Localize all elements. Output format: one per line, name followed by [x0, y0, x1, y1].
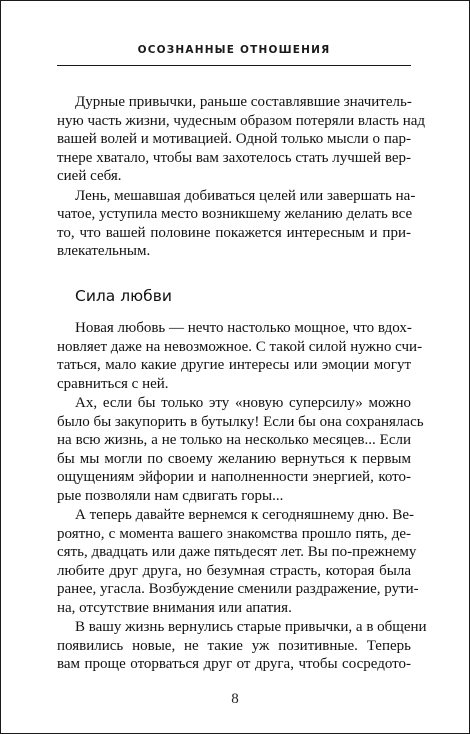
text-line: роятно, с момента вашего знакомства прошло пять, де-	[57, 525, 411, 542]
text-line: бы мы могли по своему желанию вернуться к первым	[57, 450, 411, 467]
text-line: появились новые, не такие уж позитивные. Теперь	[57, 637, 411, 654]
text-line: А теперь давайте вернемся к сегодняшнему дню. Ве-	[75, 507, 414, 523]
text-line: ранее, угасла. Возбуждение сменили раздражение, рути-	[57, 581, 419, 597]
text-line: Дурные привычки, раньше составлявшие значитель-	[75, 94, 412, 110]
paragraph	[57, 506, 419, 617]
running-head: ОСОЗНАННЫЕ ОТНОШЕНИЯ	[137, 44, 331, 56]
text-line: тнере хватало, чтобы вам захотелось стать лучшей вер-	[57, 149, 411, 166]
paragraph	[57, 394, 424, 505]
text-line: Лень, мешавшая добиваться целей или завершать на-	[75, 187, 416, 204]
text-line: Новая любовь — нечто настолько мощное, что вдох-	[75, 320, 412, 336]
text-line: сять, двадцать или даже пятьдесят лет. Вы по-прежнему	[57, 544, 417, 560]
text-line: сией себя.	[57, 168, 122, 184]
text-line: на, отсутствие внимания или апатия.	[57, 599, 292, 616]
section-heading: Сила любви	[75, 287, 172, 305]
paragraph	[57, 187, 416, 261]
text-line: на всю жизнь, а не только на несколько месяцев... Если	[57, 432, 411, 448]
text-line: вам проще оторваться друг от друга, чтобы сосредото-	[57, 656, 411, 672]
text-line: чатое, уступила место возникшему желанию делать все	[57, 206, 413, 222]
text-line: влекательным.	[57, 243, 151, 259]
text-line: В вашу жизнь вернулись старые привычки, а в общени	[75, 619, 427, 635]
text-line: то, что вашей половине покажется интересным и при-	[57, 224, 411, 241]
text-line: было бы закупорить в бутылку! Если бы она сохранялась	[57, 413, 424, 430]
text-line: сравниться с ней.	[57, 375, 169, 392]
text-line: таться, мало какие другие интересы или эмоции могут	[57, 357, 411, 373]
text-line: Ах, если бы только эту «новую суперсилу» можно	[75, 395, 411, 411]
text-line: ную часть жизни, чудесным образом потеряли власть над	[57, 112, 426, 129]
text-line: любите друг друга, но безумная страсть, которая была	[57, 562, 411, 579]
paragraph	[57, 319, 423, 393]
body-text-bottom	[57, 319, 427, 674]
text-line: ощущениям эйфории и наполненности энергией, кото-	[57, 469, 411, 485]
running-head-rule	[57, 65, 411, 66]
text-line: вашей волей и мотивацией. Одной только мысли о пар-	[57, 131, 411, 147]
page-number: 8	[231, 691, 239, 707]
body-text-top	[57, 93, 426, 261]
paragraph	[57, 93, 426, 186]
text-line: рые позволяли нам сдвигать горы...	[57, 487, 284, 504]
paragraph	[57, 618, 427, 674]
text-line: новляет даже на невозможное. С такой силой нужно счи-	[57, 338, 423, 355]
